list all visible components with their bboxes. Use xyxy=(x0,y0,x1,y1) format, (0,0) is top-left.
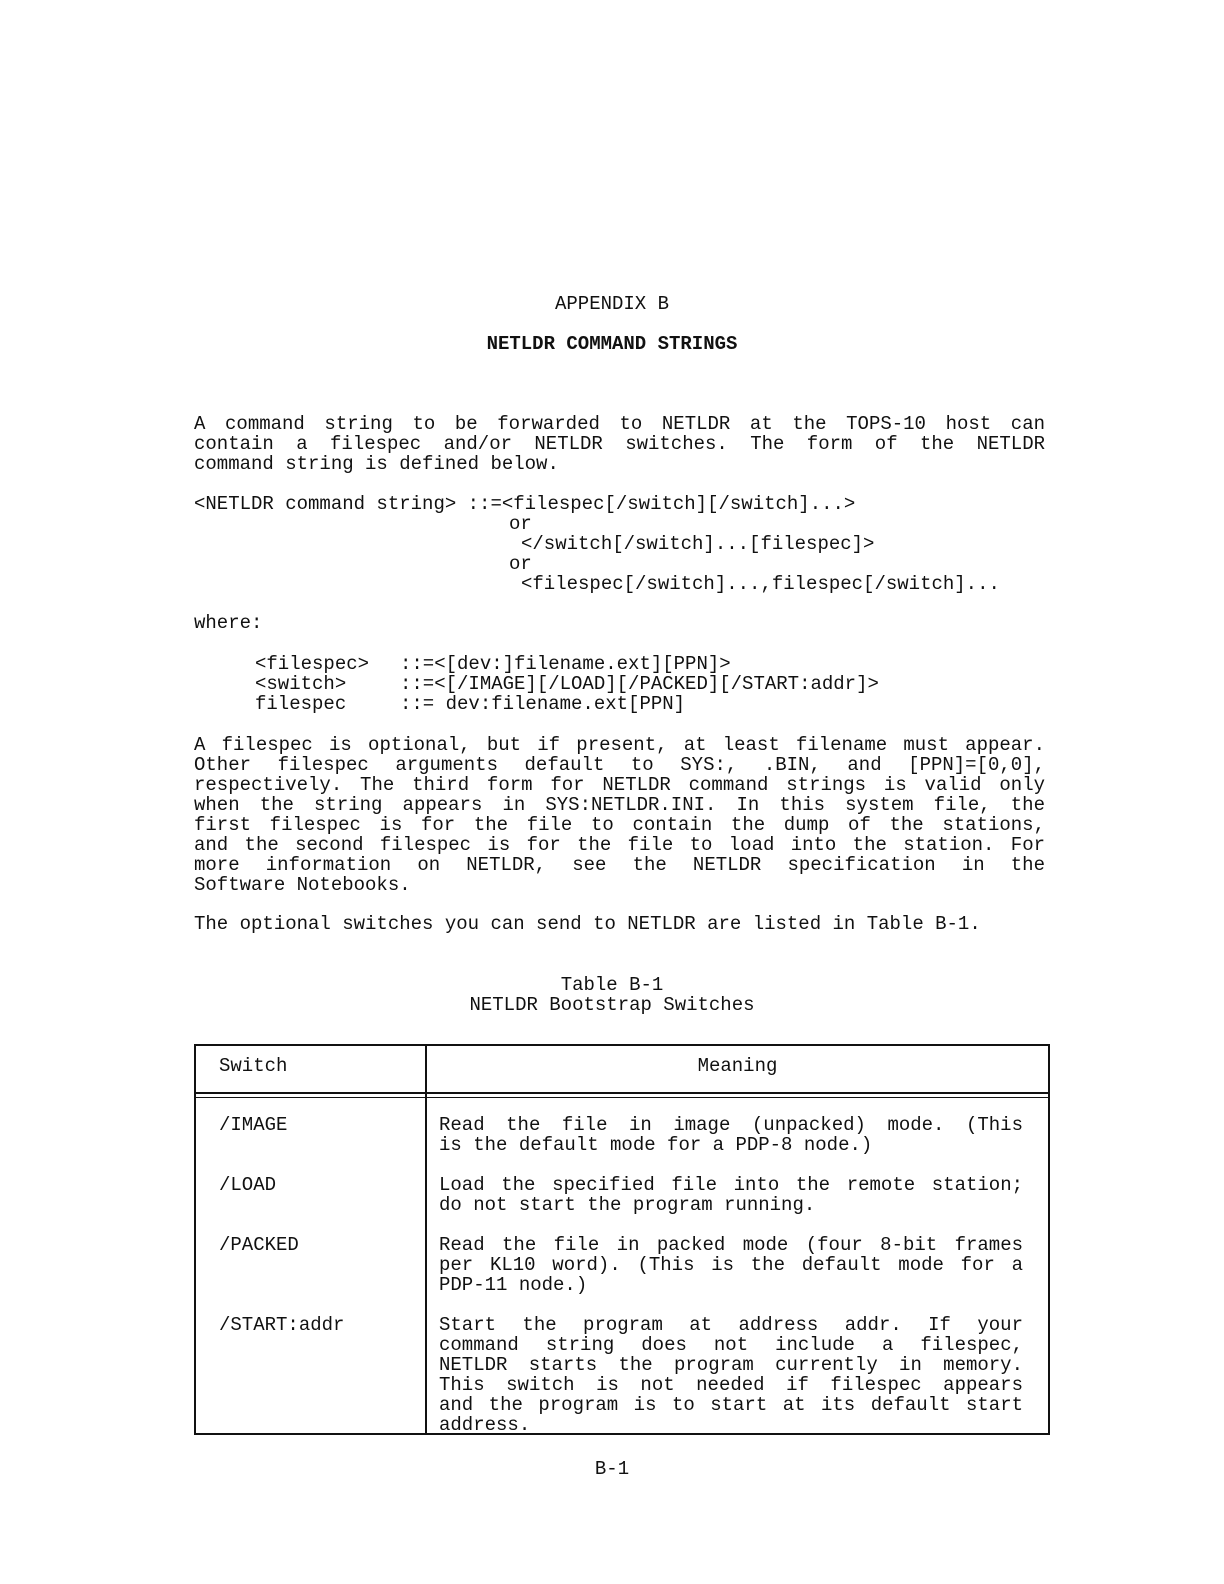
switches-intro: The optional switches you can send to NETLDR are listed in Table B-1. xyxy=(194,913,981,935)
paragraph-line: more information on NETLDR, see the NETLDR specification in the xyxy=(194,854,1045,876)
page-number: B-1 xyxy=(594,1458,630,1480)
row-switch: /LOAD xyxy=(219,1174,277,1196)
row-meaning-line: address. xyxy=(439,1414,531,1436)
syntax-or: or xyxy=(509,553,532,575)
row-meaning-line: do not start the program running. xyxy=(439,1194,816,1216)
syntax-definition: <NETLDR command string> ::=<filespec[/switch][/switch]...> xyxy=(194,493,856,515)
switches-table xyxy=(194,1044,1050,1435)
definition-value: ::=<[dev:]filename.ext][PPN]> xyxy=(400,653,731,675)
header-switch: Switch xyxy=(219,1055,288,1077)
paragraph-line: when the string appears in SYS:NETLDR.INI. In this system file, the xyxy=(194,794,1045,816)
syntax-form-2: </switch[/switch]...[filespec]> xyxy=(521,533,875,555)
table-caption-title: NETLDR Bootstrap Switches xyxy=(469,994,755,1016)
appendix-label: APPENDIX B xyxy=(554,293,670,315)
column-divider xyxy=(425,1046,427,1433)
header-divider xyxy=(196,1092,1048,1098)
row-meaning-line: Read the file in packed mode (four 8-bit frames xyxy=(439,1234,1023,1256)
definition-term: <filespec> xyxy=(255,653,370,675)
row-meaning-line: NETLDR starts the program currently in memory. xyxy=(439,1354,1023,1376)
where-label: where: xyxy=(194,612,263,634)
row-meaning-line: is the default mode for a PDP-8 node.) xyxy=(439,1134,873,1156)
definition-value: ::= dev:filename.ext[PPN] xyxy=(400,693,686,715)
syntax-or: or xyxy=(509,513,532,535)
intro-line: A command string to be forwarded to NETLDR at the TOPS-10 host can xyxy=(194,413,1045,435)
header-meaning: Meaning xyxy=(697,1055,778,1077)
row-meaning-line: Start the program at address addr. If your xyxy=(439,1314,1023,1336)
row-meaning-line: PDP-11 node.) xyxy=(439,1274,588,1296)
paragraph-line: Other filespec arguments default to SYS:, .BIN, and [PPN]=[0,0], xyxy=(194,754,1045,776)
intro-line: contain a filespec and/or NETLDR switches. The form of the NETLDR xyxy=(194,433,1045,455)
page-title: NETLDR COMMAND STRINGS xyxy=(486,333,738,355)
row-switch: /START:addr xyxy=(219,1314,345,1336)
syntax-form-3: <filespec[/switch]...,filespec[/switch]... xyxy=(521,573,1000,595)
definition-term: <switch> xyxy=(255,673,347,695)
paragraph-line: first filespec is for the file to contain the dump of the stations, xyxy=(194,814,1045,836)
row-meaning-line: This switch is not needed if filespec appears xyxy=(439,1374,1023,1396)
row-meaning-line: and the program is to start at its default start xyxy=(439,1394,1023,1416)
paragraph-line: respectively. The third form for NETLDR command strings is valid only xyxy=(194,774,1045,796)
paragraph-line: Software Notebooks. xyxy=(194,874,411,896)
row-meaning-line: command string does not include a filespec, xyxy=(439,1334,1023,1356)
table-caption-number: Table B-1 xyxy=(560,974,664,996)
row-meaning-line: Read the file in image (unpacked) mode. (This xyxy=(439,1114,1023,1136)
paragraph-line: and the second filespec is for the file to load into the station. For xyxy=(194,834,1045,856)
row-switch: /IMAGE xyxy=(219,1114,288,1136)
intro-line: command string is defined below. xyxy=(194,453,559,475)
definition-term: filespec xyxy=(255,693,347,715)
row-meaning-line: Load the specified file into the remote station; xyxy=(439,1174,1023,1196)
row-switch: /PACKED xyxy=(219,1234,299,1256)
definition-value: ::=<[/IMAGE][/LOAD][/PACKED][/START:addr]> xyxy=(400,673,879,695)
paragraph-line: A filespec is optional, but if present, at least filename must appear. xyxy=(194,734,1045,756)
row-meaning-line: per KL10 word). (This is the default mode for a xyxy=(439,1254,1023,1276)
